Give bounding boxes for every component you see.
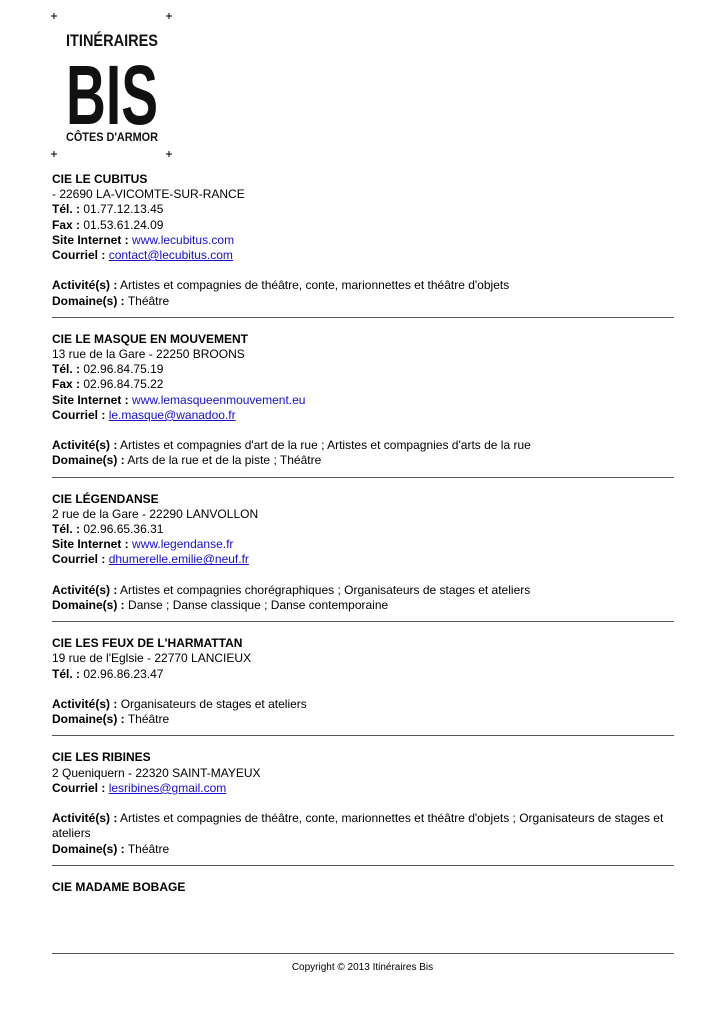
directory-entry (52, 172, 674, 309)
entry-site (52, 393, 674, 408)
entry-domaines (52, 842, 674, 857)
email-label: Courriel : (52, 407, 106, 422)
tel-label: Tél. : (52, 202, 81, 217)
domaines-label: Domaine(s) : (52, 712, 125, 727)
domaines-value: Arts de la rue et de la piste ; Théâtre (127, 453, 322, 468)
entry-site (52, 233, 674, 248)
email-link[interactable]: lesribines@gmail.com (108, 780, 227, 795)
activites-label: Activité(s) : (52, 438, 118, 453)
entry-domaines (52, 712, 674, 727)
email-link[interactable]: dhumerelle.emilie@neuf.fr (108, 552, 249, 567)
domaines-label: Domaine(s) : (52, 453, 125, 468)
activites-label: Activité(s) : (52, 697, 118, 712)
directory-entry (52, 880, 674, 895)
tel-value: 01.77.12.13.45 (83, 202, 164, 217)
entry-email (52, 552, 674, 567)
domaines-label: Domaine(s) : (52, 598, 125, 613)
site-link[interactable]: www.lemasqueenmouvement.eu (132, 392, 306, 407)
email-label: Courriel : (52, 552, 106, 567)
fax-label: Fax : (52, 377, 81, 392)
entry-name: CIE MADAME BOBAGE (52, 879, 186, 894)
entry-divider (52, 735, 674, 736)
logo-line2: BIS (66, 48, 158, 142)
entry-email (52, 248, 674, 263)
tel-value: 02.96.86.23.47 (83, 666, 164, 681)
fax-label: Fax : (52, 217, 81, 232)
activites-label: Activité(s) : (52, 811, 118, 826)
entry-address: - 22690 LA-VICOMTE-SUR-RANCE (52, 187, 245, 202)
fax-value: 02.96.84.75.22 (83, 377, 164, 392)
entry-divider (52, 317, 674, 318)
entry-name: CIE LÉGENDANSE (52, 491, 159, 506)
tel-value: 02.96.84.75.19 (83, 362, 164, 377)
directory-entry (52, 332, 674, 469)
entry-divider (52, 477, 674, 478)
entry-name: CIE LES FEUX DE L'HARMATTAN (52, 636, 243, 651)
email-label: Courriel : (52, 780, 106, 795)
site-link[interactable]: www.lecubitus.com (132, 232, 235, 247)
activites-label: Activité(s) : (52, 278, 118, 293)
entry-tel (52, 667, 674, 682)
itineraires-bis-logo (50, 10, 174, 158)
tel-label: Tél. : (52, 362, 81, 377)
entry-tel (52, 362, 674, 377)
entry-domaines (52, 598, 674, 613)
domaines-label: Domaine(s) : (52, 293, 125, 308)
fax-value: 01.53.61.24.09 (83, 217, 164, 232)
tel-label: Tél. : (52, 522, 81, 537)
tel-label: Tél. : (52, 666, 81, 681)
entry-site (52, 537, 674, 552)
site-label: Site Internet : (52, 232, 129, 247)
entry-address: 19 rue de l'Eglsie - 22770 LANCIEUX (52, 651, 252, 666)
email-link[interactable]: contact@lecubitus.com (108, 248, 233, 263)
site-link[interactable]: www.legendanse.fr (132, 537, 234, 552)
entry-activites (52, 278, 674, 293)
entry-domaines (52, 294, 674, 309)
activites-value: Organisateurs de stages et ateliers (120, 697, 307, 712)
entry-activites (52, 697, 674, 712)
entry-fax (52, 377, 674, 392)
entry-name: CIE LE MASQUE EN MOUVEMENT (52, 331, 249, 346)
entry-tel (52, 522, 674, 537)
directory-entry (52, 636, 674, 727)
entry-name: CIE LES RIBINES (52, 750, 151, 765)
site-label: Site Internet : (52, 537, 129, 552)
entry-email (52, 781, 674, 796)
domaines-value: Danse ; Danse classique ; Danse contemporaine (128, 598, 389, 613)
site-label: Site Internet : (52, 392, 129, 407)
domaines-value: Théâtre (127, 293, 170, 308)
tel-value: 02.96.65.36.31 (83, 522, 164, 537)
entry-fax (52, 218, 674, 233)
directory-entry (52, 492, 674, 614)
activites-value: Artistes et compagnies d'art de la rue ; Artistes et compagnies d'arts de la rue (120, 438, 531, 453)
domaines-label: Domaine(s) : (52, 841, 125, 856)
entry-name: CIE LE CUBITUS (52, 172, 148, 186)
footer-divider (52, 953, 674, 954)
directory-entry (52, 750, 674, 856)
directory-list (52, 172, 674, 895)
entry-tel (52, 202, 674, 217)
entry-address: 2 rue de la Gare - 22290 LANVOLLON (52, 506, 259, 521)
entry-divider (52, 621, 674, 622)
email-link[interactable]: le.masque@wanadoo.fr (108, 407, 236, 422)
activites-value: Artistes et compagnies de théâtre, conte, marionnettes et théâtre d'objets (120, 278, 510, 293)
entry-activites (52, 438, 674, 453)
entry-address: 13 rue de la Gare - 22250 BROONS (52, 347, 245, 362)
activites-value: Artistes et compagnies de théâtre, conte, marionnettes et théâtre d'objets ; Organisateurs de stages et ateliers (52, 811, 664, 841)
entry-email (52, 408, 674, 423)
domaines-value: Théâtre (127, 712, 170, 727)
email-label: Courriel : (52, 248, 106, 263)
footer-copyright: Copyright © 2013 Itinéraires Bis (291, 962, 434, 973)
logo-line1: ITINÉRAIRES (66, 31, 158, 50)
entry-domaines (52, 453, 674, 468)
activites-value: Artistes et compagnies chorégraphiques ; Organisateurs de stages et ateliers (120, 582, 531, 597)
entry-activites (52, 811, 674, 841)
domaines-value: Théâtre (127, 841, 170, 856)
entry-divider (52, 865, 674, 866)
entry-activites (52, 583, 674, 598)
logo-line3: CÔTES D'ARMOR (66, 130, 168, 144)
entry-address: 2 Queniquern - 22320 SAINT-MAYEUX (52, 765, 261, 780)
activites-label: Activité(s) : (52, 582, 118, 597)
